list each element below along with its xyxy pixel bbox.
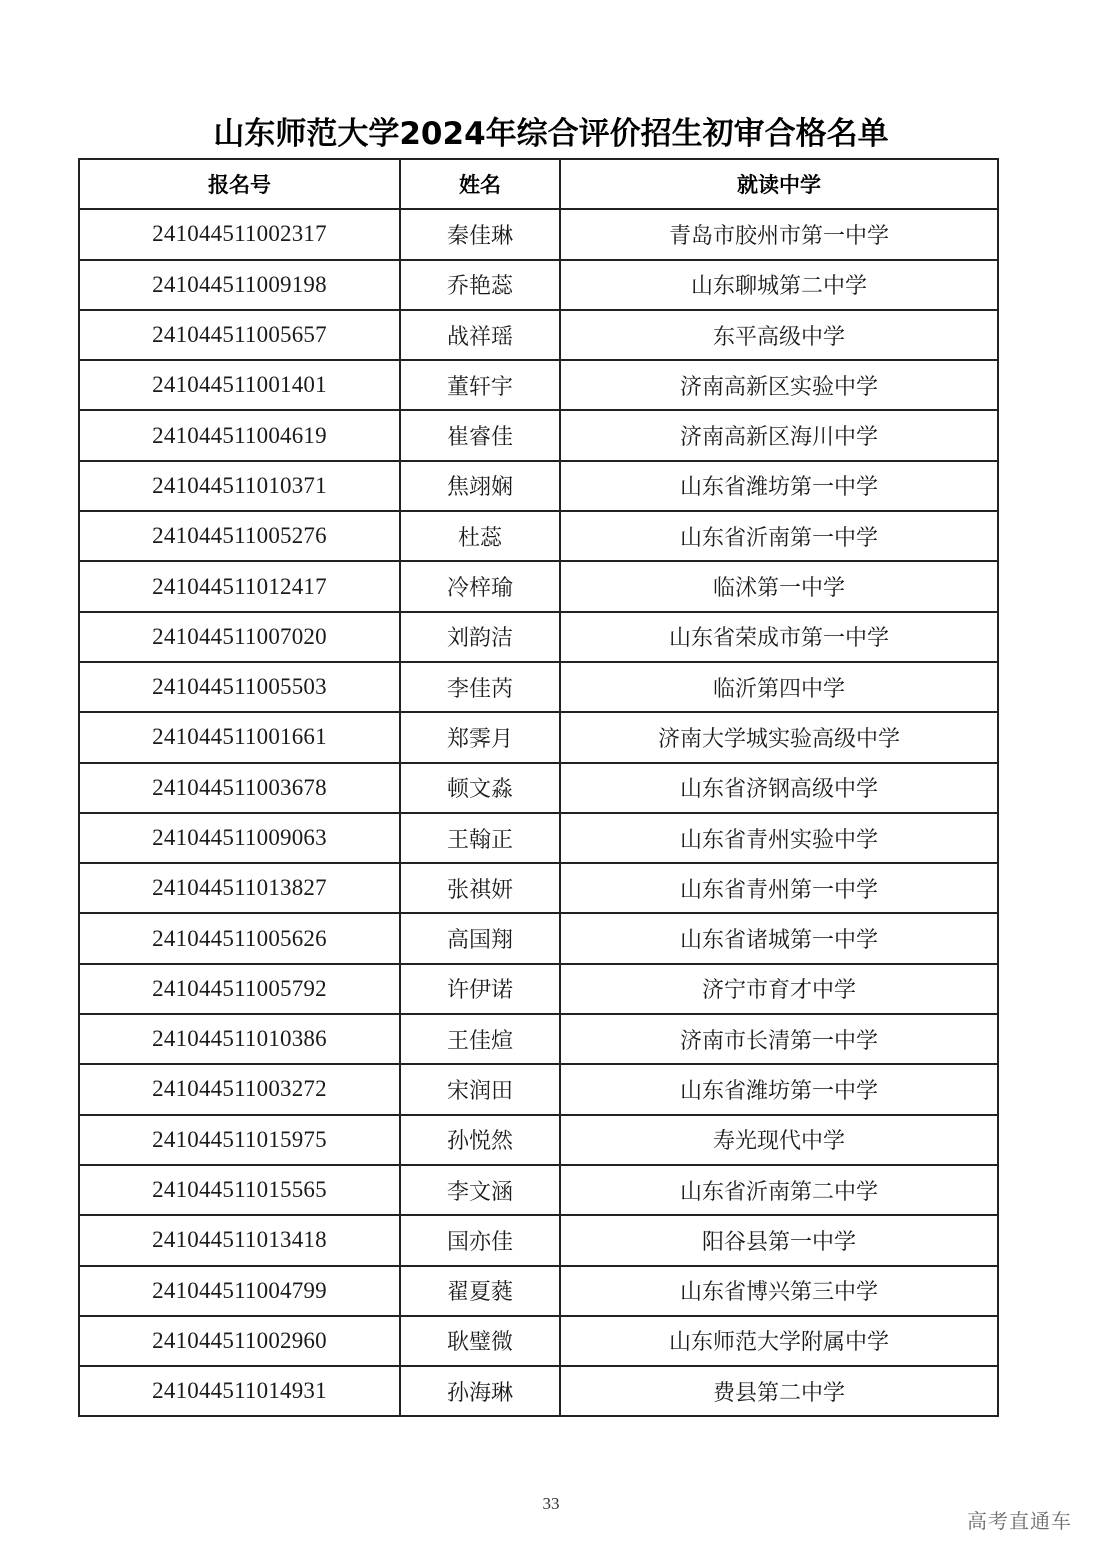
school-name-cell: 临沂第四中学 — [560, 662, 998, 712]
table-row — [79, 964, 998, 1014]
registration-number-cell: 241044511003272 — [79, 1064, 400, 1114]
table-row — [79, 913, 998, 963]
table-row — [79, 561, 998, 611]
student-name-cell: 秦佳琳 — [400, 209, 560, 259]
registration-number-cell: 241044511014931 — [79, 1366, 400, 1416]
school-name-cell: 济南大学城实验高级中学 — [560, 712, 998, 762]
student-name-cell: 战祥瑶 — [400, 310, 560, 360]
registration-number-cell: 241044511013827 — [79, 863, 400, 913]
registration-number-cell: 241044511012417 — [79, 561, 400, 611]
student-name-cell: 崔睿佳 — [400, 410, 560, 460]
header-registration-number: 报名号 — [79, 159, 400, 209]
table-row — [79, 1165, 998, 1215]
student-name-cell: 焦翊娴 — [400, 461, 560, 511]
student-name-cell: 杜蕊 — [400, 511, 560, 561]
student-name-cell: 乔艳蕊 — [400, 260, 560, 310]
registration-number-cell: 241044511009198 — [79, 260, 400, 310]
school-name-cell: 阳谷县第一中学 — [560, 1215, 998, 1265]
student-name-cell: 董轩宇 — [400, 360, 560, 410]
registration-number-cell: 241044511015975 — [79, 1115, 400, 1165]
table-row — [79, 1064, 998, 1114]
page-title: 山东师范大学2024年综合评价招生初审合格名单 — [213, 116, 889, 152]
registration-number-cell: 241044511004619 — [79, 410, 400, 460]
student-name-cell: 李文涵 — [400, 1165, 560, 1215]
school-name-cell: 济南高新区实验中学 — [560, 360, 998, 410]
header-school: 就读中学 — [560, 159, 998, 209]
registration-number-cell: 241044511009063 — [79, 813, 400, 863]
page-number: 33 — [542, 1494, 560, 1513]
header-name: 姓名 — [400, 159, 560, 209]
qualified-list-table — [78, 158, 999, 1417]
school-name-cell: 山东省青州实验中学 — [560, 813, 998, 863]
table-body — [79, 209, 998, 1416]
registration-number-cell: 241044511001661 — [79, 712, 400, 762]
table-row — [79, 511, 998, 561]
student-name-cell: 翟夏蕤 — [400, 1266, 560, 1316]
school-name-cell: 山东省济钢高级中学 — [560, 763, 998, 813]
student-name-cell: 郑霁月 — [400, 712, 560, 762]
header-row — [79, 159, 998, 209]
school-name-cell: 山东省沂南第二中学 — [560, 1165, 998, 1215]
registration-number-cell: 241044511001401 — [79, 360, 400, 410]
school-name-cell: 山东省荣成市第一中学 — [560, 612, 998, 662]
table-row — [79, 712, 998, 762]
student-name-cell: 高国翔 — [400, 913, 560, 963]
school-name-cell: 临沭第一中学 — [560, 561, 998, 611]
table-row — [79, 209, 998, 259]
school-name-cell: 山东聊城第二中学 — [560, 260, 998, 310]
table-row — [79, 1316, 998, 1366]
student-name-cell: 王佳煊 — [400, 1014, 560, 1064]
school-name-cell: 寿光现代中学 — [560, 1115, 998, 1165]
table-row — [79, 310, 998, 360]
registration-number-cell: 241044511002960 — [79, 1316, 400, 1366]
school-name-cell: 山东省青州第一中学 — [560, 863, 998, 913]
school-name-cell: 山东省诸城第一中学 — [560, 913, 998, 963]
registration-number-cell: 241044511005276 — [79, 511, 400, 561]
watermark: 高考直通车 — [967, 1509, 1072, 1533]
student-name-cell: 孙悦然 — [400, 1115, 560, 1165]
school-name-cell: 济南高新区海川中学 — [560, 410, 998, 460]
registration-number-cell: 241044511007020 — [79, 612, 400, 662]
table-header — [79, 159, 998, 209]
student-name-cell: 冷梓瑜 — [400, 561, 560, 611]
table-row — [79, 612, 998, 662]
school-name-cell: 山东省潍坊第一中学 — [560, 461, 998, 511]
registration-number-cell: 241044511005792 — [79, 964, 400, 1014]
table-row — [79, 863, 998, 913]
table-row — [79, 1366, 998, 1416]
student-name-cell: 王翰正 — [400, 813, 560, 863]
student-name-cell: 许伊诺 — [400, 964, 560, 1014]
student-name-cell: 张祺妍 — [400, 863, 560, 913]
registration-number-cell: 241044511002317 — [79, 209, 400, 259]
student-name-cell: 孙海琳 — [400, 1366, 560, 1416]
student-name-cell: 李佳芮 — [400, 662, 560, 712]
school-name-cell: 东平高级中学 — [560, 310, 998, 360]
registration-number-cell: 241044511015565 — [79, 1165, 400, 1215]
table-row — [79, 260, 998, 310]
registration-number-cell: 241044511005503 — [79, 662, 400, 712]
table-row — [79, 410, 998, 460]
student-name-cell: 耿璧微 — [400, 1316, 560, 1366]
registration-number-cell: 241044511013418 — [79, 1215, 400, 1265]
student-name-cell: 顿文淼 — [400, 763, 560, 813]
student-name-cell: 宋润田 — [400, 1064, 560, 1114]
registration-number-cell: 241044511010371 — [79, 461, 400, 511]
student-name-cell: 刘韵洁 — [400, 612, 560, 662]
registration-number-cell: 241044511005657 — [79, 310, 400, 360]
student-name-cell: 国亦佳 — [400, 1215, 560, 1265]
registration-number-cell: 241044511003678 — [79, 763, 400, 813]
registration-number-cell: 241044511004799 — [79, 1266, 400, 1316]
table-row — [79, 1115, 998, 1165]
school-name-cell: 山东师范大学附属中学 — [560, 1316, 998, 1366]
table-row — [79, 1014, 998, 1064]
table-row — [79, 360, 998, 410]
registration-number-cell: 241044511005626 — [79, 913, 400, 963]
school-name-cell: 青岛市胶州市第一中学 — [560, 209, 998, 259]
table-row — [79, 1266, 998, 1316]
table-row — [79, 763, 998, 813]
table-row — [79, 1215, 998, 1265]
registration-number-cell: 241044511010386 — [79, 1014, 400, 1064]
school-name-cell: 山东省潍坊第一中学 — [560, 1064, 998, 1114]
school-name-cell: 山东省沂南第一中学 — [560, 511, 998, 561]
table-row — [79, 813, 998, 863]
table-row — [79, 461, 998, 511]
school-name-cell: 济南市长清第一中学 — [560, 1014, 998, 1064]
table-row — [79, 662, 998, 712]
school-name-cell: 济宁市育才中学 — [560, 964, 998, 1014]
school-name-cell: 山东省博兴第三中学 — [560, 1266, 998, 1316]
school-name-cell: 费县第二中学 — [560, 1366, 998, 1416]
